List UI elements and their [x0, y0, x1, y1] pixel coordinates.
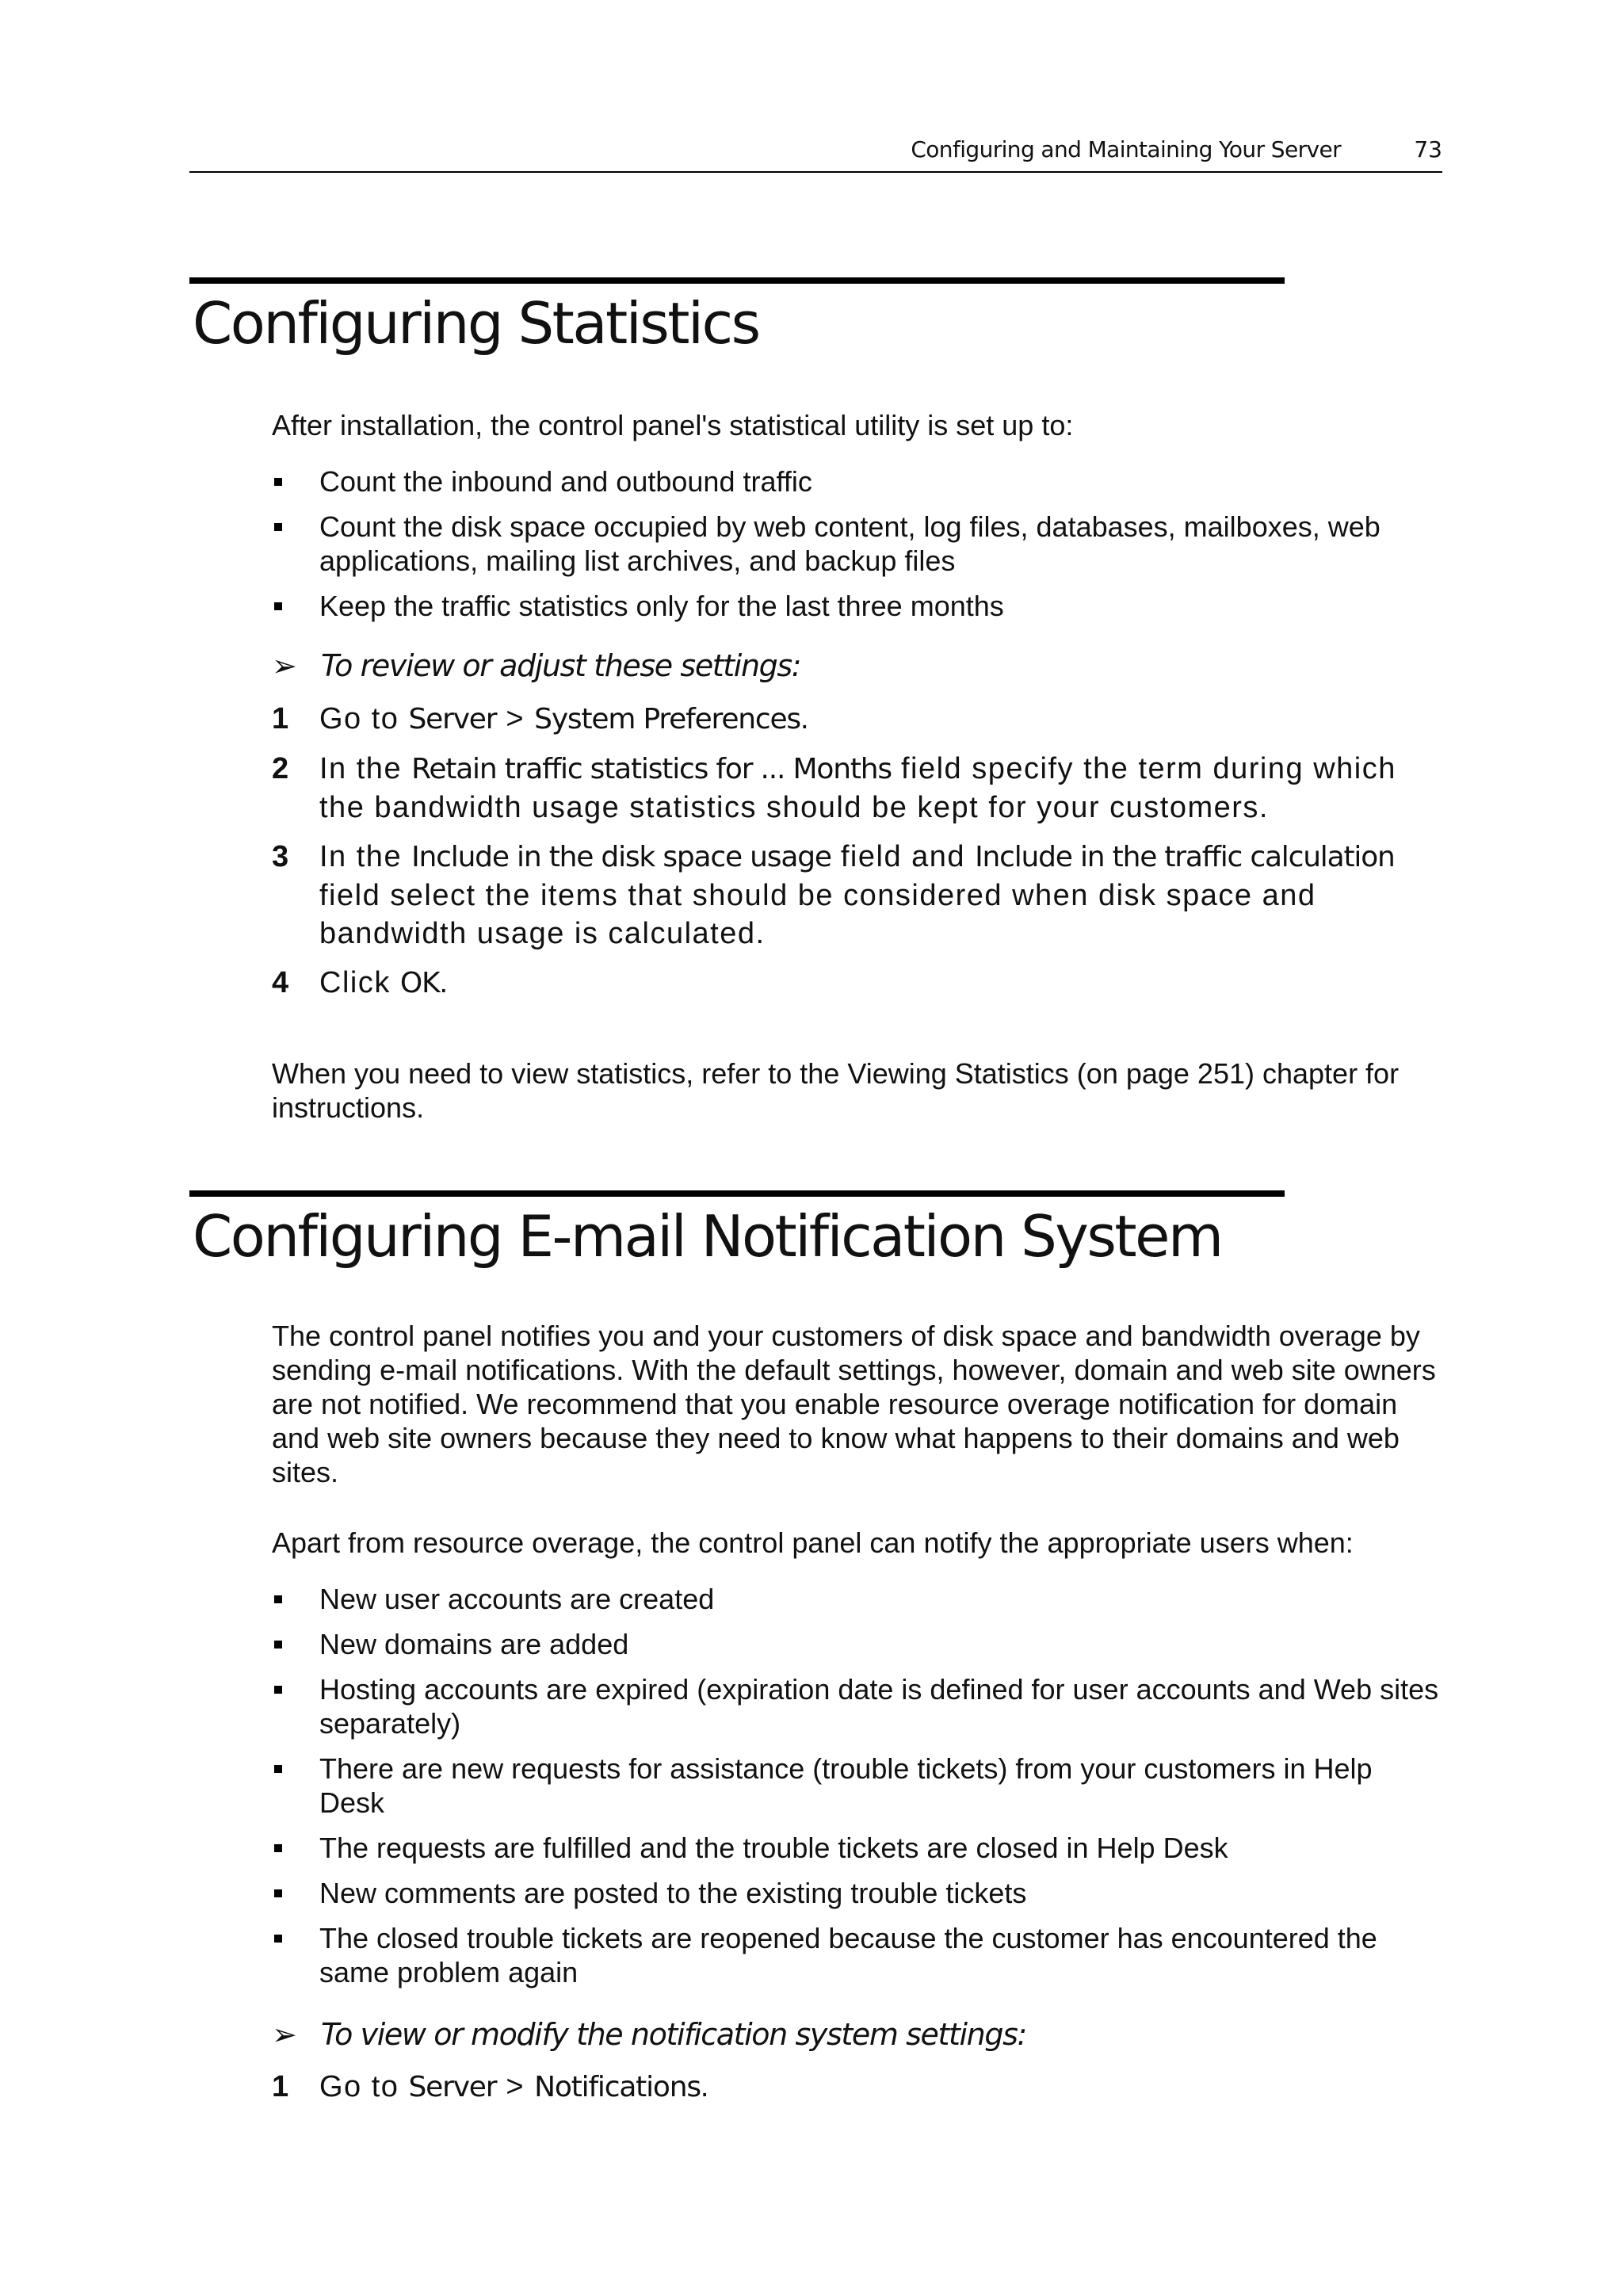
square-bullet-icon: [274, 478, 282, 486]
section-rule: [189, 1190, 1285, 1197]
step: 2 In the Retain traffic statistics for ... Months field specify the term during which the bandwidth usage statistics should be kept for your customers.: [272, 750, 1445, 827]
square-bullet-icon: [274, 523, 282, 531]
list-item: New comments are posted to the existing trouble tickets: [272, 1876, 1445, 1910]
step-number: 2: [272, 752, 289, 785]
intro-paragraph-2: Apart from resource overage, the control panel can notify the appropriate users when:: [272, 1526, 1354, 1559]
list-item: Hosting accounts are expired (expiration date is defined for user accounts and Web sites separately): [272, 1672, 1445, 1740]
arrow-head-icon: ➢: [272, 648, 296, 683]
list-item: Count the disk space occupied by web content, log files, databases, mailboxes, web applications, mailing list archives, and backup files: [272, 510, 1445, 578]
list-item: There are new requests for assistance (trouble tickets) from your customers in Help Desk: [272, 1752, 1445, 1820]
list-item: New user accounts are created: [272, 1582, 1445, 1616]
list-item: Count the inbound and outbound traffic: [272, 464, 1445, 499]
procedure-title: ➢ To review or adjust these settings:: [272, 648, 801, 683]
ui-label: System Preferences: [534, 703, 800, 735]
step: 1 Go to Server > Notifications.: [272, 2068, 1445, 2107]
ui-label: Server: [408, 703, 497, 735]
section-rule: [189, 277, 1285, 284]
step: 3 In the Include in the disk space usage field and Include in the traffic calculation field select the items that should be considered when disk space and bandwidth usage is calculated.: [272, 838, 1445, 953]
page-number: 73: [1414, 136, 1442, 162]
square-bullet-icon: [274, 1844, 282, 1852]
intro-paragraph: The control panel notifies you and your customers of disk space and bandwidth overage by sending e-mail notifications. With the default settings, however, domain and web site owners are not notified. We recommend that you enable resource overage notification for domain and web site owners because they need to know what happens to their domains and web sites.: [272, 1320, 1436, 1488]
step-list: [272, 2068, 1445, 2118]
arrow-head-icon: ➢: [272, 2017, 296, 2052]
square-bullet-icon: [274, 1765, 282, 1773]
square-bullet-icon: [274, 602, 282, 610]
header-title: Configuring and Maintaining Your Server: [911, 136, 1341, 162]
square-bullet-icon: [274, 1935, 282, 1943]
bullet-list: [272, 1582, 1445, 1989]
square-bullet-icon: [274, 1641, 282, 1648]
ui-label: Server: [408, 2071, 497, 2103]
list-item: The closed trouble tickets are reopened because the customer has encountered the same problem again: [272, 1921, 1445, 1989]
step: 1 Go to Server > System Preferences.: [272, 700, 1445, 739]
step-list: [272, 700, 1445, 1014]
ui-label: Include in the disk space usage: [411, 841, 831, 873]
square-bullet-icon: [274, 1595, 282, 1603]
ui-label: OK: [399, 967, 440, 999]
list-item: The requests are fulfilled and the trouble tickets are closed in Help Desk: [272, 1831, 1445, 1865]
list-item: New domains are added: [272, 1627, 1445, 1661]
step-number: 1: [272, 2070, 289, 2103]
ui-label: Notifications: [534, 2071, 701, 2103]
section-heading: Configuring Statistics: [193, 290, 759, 357]
section-heading: Configuring E-mail Notification System: [193, 1203, 1222, 1270]
step-number: 1: [272, 702, 289, 735]
list-item: Keep the traffic statistics only for the last three months: [272, 589, 1445, 623]
intro-paragraph: After installation, the control panel's statistical utility is set up to:: [272, 409, 1074, 441]
ui-label: Retain traffic statistics for ... Months: [411, 753, 892, 785]
step-number: 4: [272, 966, 289, 999]
procedure-title: ➢ To view or modify the notification system settings:: [272, 2017, 1026, 2052]
square-bullet-icon: [274, 1889, 282, 1897]
running-header: [189, 127, 1442, 173]
step: 4 Click OK.: [272, 964, 1445, 1003]
closing-paragraph: When you need to view statistics, refer to the Viewing Statistics (on page 251) chapter for instructions.: [272, 1057, 1400, 1124]
ui-label: Include in the traffic calculation: [975, 841, 1395, 873]
square-bullet-icon: [274, 1686, 282, 1694]
step-number: 3: [272, 840, 289, 873]
bullet-list: [272, 464, 1445, 623]
